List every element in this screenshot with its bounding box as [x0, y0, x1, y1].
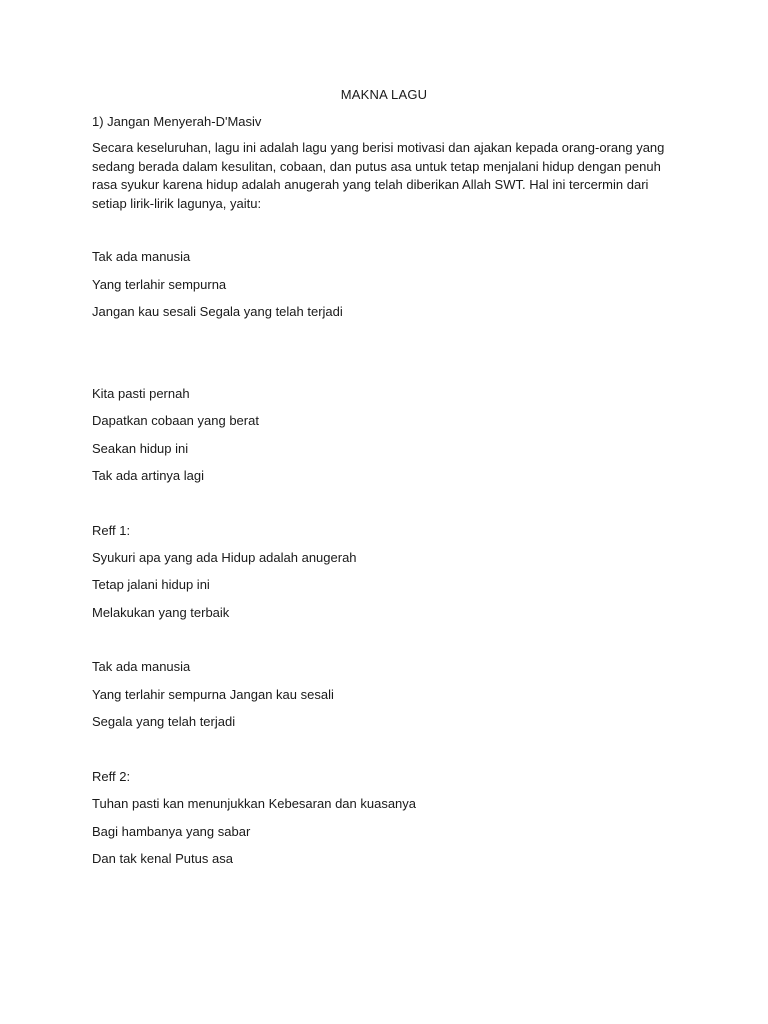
lyric-line: Tetap jalani hidup ini: [92, 577, 210, 592]
lyric-line: Tak ada artinya lagi: [92, 468, 205, 483]
intro-paragraph: [92, 139, 672, 213]
lyric-line: Melakukan yang terbaik: [92, 605, 230, 620]
intro-line: sedang berada dalam kesulitan, cobaan, dan putus asa untuk tetap menjalani hidup dengan penuh: [92, 158, 661, 174]
lyric-line: Yang terlahir sempurna Jangan kau sesali: [92, 687, 334, 702]
reff-label: Reff 2:: [92, 769, 131, 784]
lyric-line: Kita pasti pernah: [92, 386, 190, 401]
reff-label: Reff 1:: [92, 523, 131, 538]
lyric-line: Tak ada manusia: [92, 659, 191, 674]
lyric-line: Yang terlahir sempurna: [92, 277, 227, 292]
intro-line: Secara keseluruhan, lagu ini adalah lagu yang berisi motivasi dan ajakan kepada orang-orang yang: [92, 140, 665, 155]
intro-line: setiap lirik-lirik lagunya, yaitu:: [92, 195, 262, 211]
lyric-line: Jangan kau sesali Segala yang telah terjadi: [92, 304, 343, 319]
lyric-line: Syukuri apa yang ada Hidup adalah anugerah: [92, 550, 357, 565]
lyric-line: Segala yang telah terjadi: [92, 714, 236, 729]
lyric-line: Tak ada manusia: [92, 249, 191, 264]
lyric-line: Dan tak kenal Putus asa: [92, 851, 233, 866]
lyric-line: Dapatkan cobaan yang berat: [92, 413, 259, 428]
lyric-line: Bagi hambanya yang sabar: [92, 824, 251, 839]
lyric-line: Seakan hidup ini: [92, 441, 189, 456]
section-heading: 1) Jangan Menyerah-D'Masiv: [92, 114, 262, 129]
document-title: MAKNA LAGU: [340, 87, 428, 102]
intro-line: rasa syukur karena hidup adalah anugerah yang telah diberikan Allah SWT. Hal ini tercermin dari: [92, 177, 649, 192]
lyric-line: Tuhan pasti kan menunjukkan Kebesaran dan kuasanya: [92, 796, 417, 811]
